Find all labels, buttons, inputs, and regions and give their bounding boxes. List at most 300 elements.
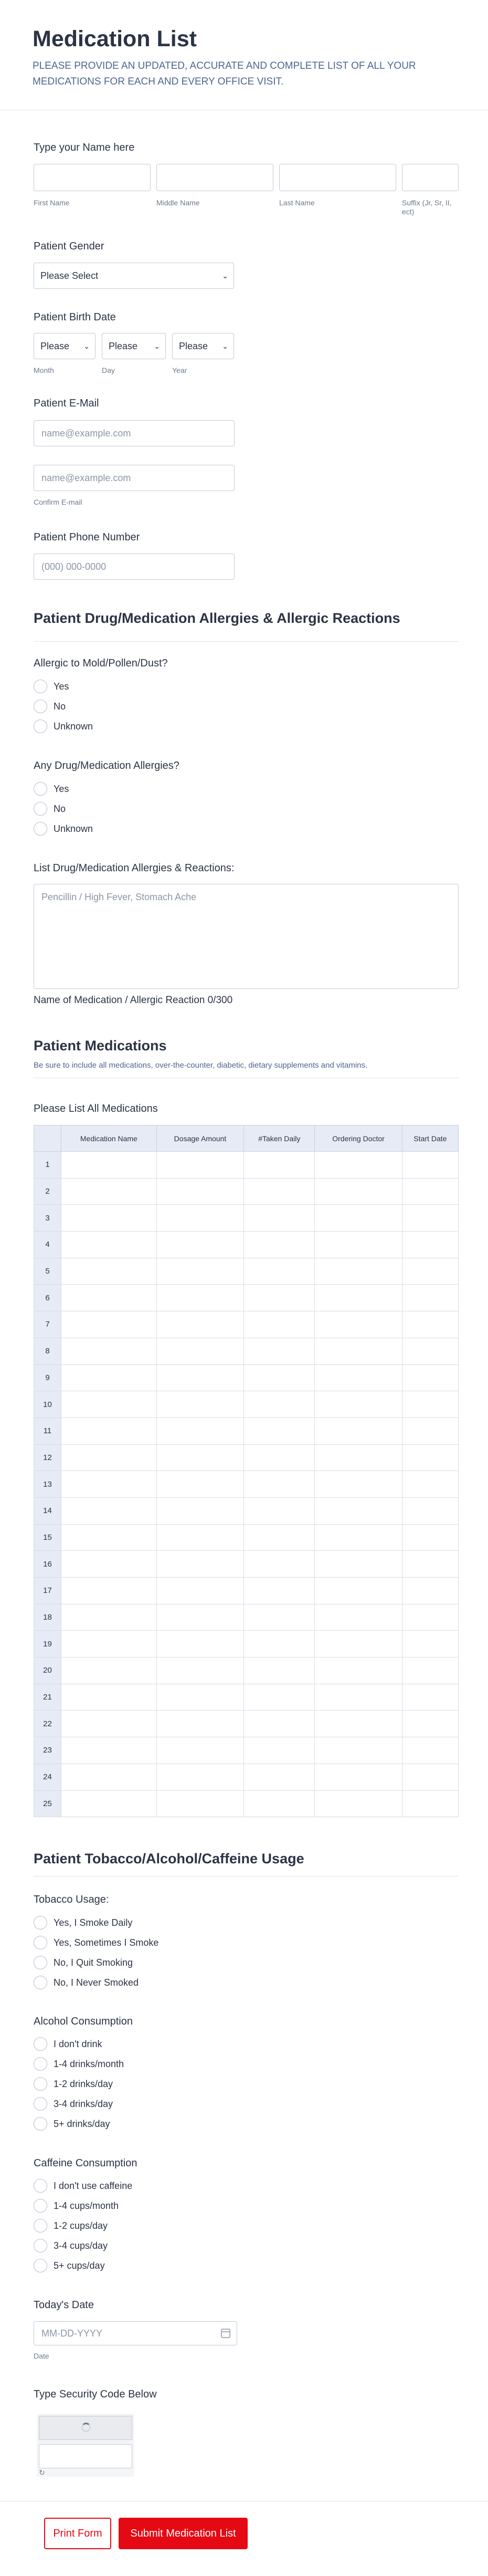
row-number: 22: [34, 1711, 61, 1737]
table-cell-input[interactable]: [61, 1205, 157, 1232]
table-row: [34, 1551, 459, 1578]
row-number: 9: [34, 1364, 61, 1391]
table-cell-input[interactable]: [402, 1497, 458, 1524]
row-number: 16: [34, 1551, 61, 1578]
chevron-down-icon: ⌄: [222, 272, 228, 280]
table-cell-input[interactable]: [244, 1391, 315, 1418]
table-cell-input[interactable]: [156, 1417, 244, 1444]
email-input[interactable]: name@example.com: [34, 420, 235, 446]
row-number: 3: [34, 1205, 61, 1232]
table-cell-input[interactable]: [156, 1285, 244, 1311]
todays-date-label: Today's Date: [34, 2299, 94, 2311]
row-number: 23: [34, 1737, 61, 1764]
table-cell-input[interactable]: [61, 1471, 157, 1498]
calendar-icon[interactable]: [221, 2329, 230, 2338]
medications-table: [34, 1125, 459, 1817]
radio-option[interactable]: [34, 2036, 102, 2052]
table-cell-input[interactable]: [61, 1364, 157, 1391]
table-cell-input[interactable]: [315, 1524, 402, 1551]
radio-option[interactable]: [34, 2198, 119, 2214]
radio-option[interactable]: [34, 698, 66, 714]
radio-option[interactable]: [34, 2056, 124, 2072]
table-cell-input[interactable]: [61, 1790, 157, 1817]
row-number: 4: [34, 1232, 61, 1258]
radio-label: Yes, I Smoke Daily: [54, 1917, 133, 1928]
radio-button[interactable]: [34, 802, 47, 816]
table-cell-input[interactable]: [61, 1152, 157, 1179]
table-cell-input[interactable]: [402, 1311, 458, 1338]
table-cell-input[interactable]: [244, 1497, 315, 1524]
table-cell-input[interactable]: [244, 1444, 315, 1471]
radio-label: Unknown: [54, 721, 93, 732]
medications-table-label: Please List All Medications: [34, 1103, 158, 1114]
row-number: 7: [34, 1311, 61, 1338]
chevron-down-icon: ⌄: [222, 342, 228, 350]
birth-day-value: Please: [109, 341, 138, 351]
table-cell-input[interactable]: [244, 1471, 315, 1498]
table-cell-input[interactable]: [156, 1684, 244, 1711]
table-header-row: [34, 1125, 459, 1152]
radio-button[interactable]: [34, 2057, 47, 2071]
row-number: 6: [34, 1285, 61, 1311]
table-cell-input[interactable]: [244, 1524, 315, 1551]
table-row: [34, 1391, 459, 1418]
row-number: 17: [34, 1578, 61, 1604]
radio-option[interactable]: [34, 1975, 139, 1990]
table-cell-input[interactable]: [156, 1391, 244, 1418]
date-placeholder: MM-DD-YYYY: [41, 2328, 102, 2339]
table-cell-input[interactable]: [61, 1551, 157, 1578]
row-number: 12: [34, 1444, 61, 1471]
table-cell-input[interactable]: [402, 1152, 458, 1179]
captcha-input[interactable]: [39, 2444, 132, 2468]
row-number: 13: [34, 1471, 61, 1498]
table-cell-input[interactable]: [156, 1444, 244, 1471]
form-header: [0, 0, 488, 110]
table-cell-input[interactable]: [156, 1152, 244, 1179]
captcha-image: [39, 2416, 132, 2440]
table-row: [34, 1311, 459, 1338]
birth-month-select[interactable]: [34, 333, 96, 359]
table-cell-input[interactable]: [61, 1258, 157, 1285]
allergies-heading: Patient Drug/Medication Allergies & Allergic Reactions: [34, 610, 400, 626]
radio-button[interactable]: [34, 2259, 47, 2272]
column-header: #Taken Daily: [244, 1125, 315, 1152]
column-header: Medication Name: [61, 1125, 157, 1152]
table-row: [34, 1684, 459, 1711]
first-name-sublabel: First Name: [34, 199, 70, 207]
radio-button[interactable]: [34, 822, 47, 836]
table-cell-input[interactable]: [315, 1497, 402, 1524]
first-name-input[interactable]: [34, 164, 151, 191]
radio-option[interactable]: [34, 679, 69, 694]
table-cell-input[interactable]: [156, 1497, 244, 1524]
radio-button[interactable]: [34, 1976, 47, 1989]
page-title: Medication List: [33, 26, 197, 51]
table-cell-input[interactable]: [156, 1232, 244, 1258]
table-cell-input[interactable]: [156, 1604, 244, 1631]
table-cell-input[interactable]: [402, 1764, 458, 1790]
radio-button[interactable]: [34, 782, 47, 796]
calendar-icon-bar: [222, 2331, 229, 2332]
table-cell-input[interactable]: [156, 1258, 244, 1285]
radio-button[interactable]: [34, 1956, 47, 1969]
captcha-box: [37, 2414, 134, 2477]
suffix-input[interactable]: [402, 164, 459, 191]
gender-select[interactable]: [34, 263, 234, 289]
radio-label: Yes, Sometimes I Smoke: [54, 1937, 159, 1948]
usage-heading: Patient Tobacco/Alcohol/Caffeine Usage: [34, 1851, 304, 1866]
table-cell-input[interactable]: [61, 1497, 157, 1524]
table-cell-input[interactable]: [402, 1604, 458, 1631]
radio-option[interactable]: [34, 781, 69, 797]
table-cell-input[interactable]: [402, 1790, 458, 1817]
table-cell-input[interactable]: [244, 1205, 315, 1232]
table-cell-input[interactable]: [244, 1232, 315, 1258]
row-number: 25: [34, 1790, 61, 1817]
last-name-input[interactable]: [279, 164, 396, 191]
table-cell-input[interactable]: [156, 1578, 244, 1604]
radio-option[interactable]: [34, 801, 66, 817]
table-cell-input[interactable]: [315, 1631, 402, 1657]
radio-label: 1-2 cups/day: [54, 2220, 108, 2231]
table-cell-input[interactable]: [315, 1471, 402, 1498]
todays-date-input[interactable]: [34, 2321, 237, 2345]
table-cell-input[interactable]: [244, 1152, 315, 1179]
row-number: 24: [34, 1764, 61, 1790]
table-cell-input[interactable]: [402, 1711, 458, 1737]
radio-button[interactable]: [34, 2219, 47, 2233]
table-row: [34, 1285, 459, 1311]
row-number: 5: [34, 1258, 61, 1285]
radio-button[interactable]: [34, 1936, 47, 1949]
table-cell-input[interactable]: [61, 1444, 157, 1471]
radio-label: No, I Quit Smoking: [54, 1957, 133, 1968]
table-cell-input[interactable]: [61, 1764, 157, 1790]
chevron-down-icon: ⌄: [83, 342, 90, 350]
allergy-list-placeholder: Pencillin / High Fever, Stomach Ache: [41, 892, 197, 902]
table-cell-input[interactable]: [402, 1391, 458, 1418]
table-row: [34, 1471, 459, 1498]
table-cell-input[interactable]: [315, 1711, 402, 1737]
table-cell-input[interactable]: [244, 1790, 315, 1817]
table-cell-input[interactable]: [315, 1178, 402, 1205]
radio-button[interactable]: [34, 680, 47, 693]
table-cell-input[interactable]: [315, 1684, 402, 1711]
birth-day-select[interactable]: [102, 333, 166, 359]
table-cell-input[interactable]: [315, 1790, 402, 1817]
radio-label: Yes: [54, 681, 69, 692]
table-cell-input[interactable]: [61, 1417, 157, 1444]
radio-label: 1-2 drinks/day: [54, 2078, 113, 2089]
table-cell-input[interactable]: [156, 1338, 244, 1364]
radio-button[interactable]: [34, 2037, 47, 2051]
table-cell-input[interactable]: [315, 1258, 402, 1285]
table-cell-input[interactable]: [402, 1178, 458, 1205]
radio-option[interactable]: [34, 2096, 113, 2112]
chevron-down-icon: ⌄: [154, 342, 160, 350]
name-label: Type your Name here: [34, 142, 135, 153]
allergy-list-textarea[interactable]: [34, 884, 459, 989]
table-row: [34, 1604, 459, 1631]
page-subtitle: PLEASE PROVIDE AN UPDATED, ACCURATE AND COMPLETE LIST OF ALL YOUR MEDICATIONS FOR EACH AND EVERY OFFICE VISIT.: [33, 60, 416, 87]
table-cell-input[interactable]: [315, 1285, 402, 1311]
table-cell-input[interactable]: [315, 1152, 402, 1179]
date-sublabel: Date: [34, 2352, 49, 2360]
phone-input[interactable]: (000) 000-0000: [34, 554, 235, 580]
radio-button[interactable]: [34, 2239, 47, 2252]
radio-button[interactable]: [34, 2117, 47, 2131]
table-cell-input[interactable]: [402, 1232, 458, 1258]
table-cell-input[interactable]: [156, 1524, 244, 1551]
table-cell-input[interactable]: [156, 1178, 244, 1205]
caffeine-label: Caffeine Consumption: [34, 2157, 137, 2169]
radio-label: No: [54, 803, 66, 814]
table-row: [34, 1711, 459, 1737]
table-cell-input[interactable]: [402, 1657, 458, 1684]
table-cell-input[interactable]: [244, 1417, 315, 1444]
radio-option[interactable]: [34, 1935, 158, 1951]
table-cell-input[interactable]: [315, 1551, 402, 1578]
table-cell-input[interactable]: [315, 1604, 402, 1631]
table-cell-input[interactable]: [61, 1578, 157, 1604]
radio-label: 1-4 cups/month: [54, 2200, 119, 2211]
table-cell-input[interactable]: [244, 1657, 315, 1684]
table-cell-input[interactable]: [156, 1631, 244, 1657]
row-number: 18: [34, 1604, 61, 1631]
table-cell-input[interactable]: [156, 1764, 244, 1790]
middle-name-sublabel: Middle Name: [156, 199, 200, 207]
table-cell-input[interactable]: [402, 1684, 458, 1711]
row-number: 20: [34, 1657, 61, 1684]
table-cell-input[interactable]: [402, 1285, 458, 1311]
radio-label: 5+ drinks/day: [54, 2118, 110, 2129]
table-cell-input[interactable]: [315, 1391, 402, 1418]
radio-label: 3-4 drinks/day: [54, 2098, 113, 2109]
table-cell-input[interactable]: [402, 1444, 458, 1471]
table-cell-input[interactable]: [61, 1684, 157, 1711]
table-cell-input[interactable]: [156, 1790, 244, 1817]
radio-option[interactable]: [34, 718, 93, 734]
table-cell-input[interactable]: [244, 1338, 315, 1364]
radio-button[interactable]: [34, 2077, 47, 2091]
table-cell-input[interactable]: [402, 1737, 458, 1764]
table-cell-input[interactable]: [402, 1258, 458, 1285]
table-cell-input[interactable]: [315, 1737, 402, 1764]
radio-button[interactable]: [34, 700, 47, 713]
table-row: [34, 1338, 459, 1364]
print-form-button[interactable]: Print Form: [44, 2518, 111, 2549]
radio-button[interactable]: [34, 719, 47, 733]
table-cell-input[interactable]: [402, 1631, 458, 1657]
radio-option[interactable]: [34, 2258, 105, 2273]
table-cell-input[interactable]: [61, 1311, 157, 1338]
table-cell-input[interactable]: [315, 1205, 402, 1232]
radio-button[interactable]: [34, 2179, 47, 2193]
birth-day-sublabel: Day: [102, 366, 115, 374]
table-cell-input[interactable]: [244, 1737, 315, 1764]
medications-table-body: [34, 1152, 459, 1817]
birth-month-value: Please: [40, 341, 70, 351]
birth-year-value: Please: [179, 341, 208, 351]
row-number: 19: [34, 1631, 61, 1657]
table-row: [34, 1417, 459, 1444]
table-row: [34, 1232, 459, 1258]
table-cell-input[interactable]: [156, 1737, 244, 1764]
confirm-email-sublabel: Confirm E-mail: [34, 498, 82, 506]
table-cell-input[interactable]: [244, 1178, 315, 1205]
table-row: [34, 1657, 459, 1684]
medications-note: Be sure to include all medications, over-the-counter, diabetic, dietary supplements and vitamins.: [34, 1061, 368, 1070]
table-cell-input[interactable]: [402, 1205, 458, 1232]
table-cell-input[interactable]: [315, 1311, 402, 1338]
row-number: 21: [34, 1684, 61, 1711]
table-cell-input[interactable]: [156, 1205, 244, 1232]
table-cell-input[interactable]: [61, 1232, 157, 1258]
row-number: 10: [34, 1391, 61, 1418]
radio-option[interactable]: [34, 2076, 113, 2092]
table-row: [34, 1764, 459, 1790]
table-cell-input[interactable]: [61, 1178, 157, 1205]
row-number: 14: [34, 1497, 61, 1524]
table-cell-input[interactable]: [244, 1604, 315, 1631]
table-cell-input[interactable]: [244, 1578, 315, 1604]
spinner-icon: [81, 2423, 91, 2432]
radio-option[interactable]: [34, 1955, 133, 1970]
column-header: Dosage Amount: [156, 1125, 244, 1152]
table-cell-input[interactable]: [315, 1417, 402, 1444]
phone-label: Patient Phone Number: [34, 531, 140, 543]
table-cell-input[interactable]: [315, 1232, 402, 1258]
table-cell-input[interactable]: [61, 1737, 157, 1764]
table-cell-input[interactable]: [402, 1417, 458, 1444]
table-cell-input[interactable]: [402, 1578, 458, 1604]
character-counter: Name of Medication / Allergic Reaction 0/300: [34, 995, 233, 1006]
table-cell-input[interactable]: [402, 1551, 458, 1578]
table-cell-input[interactable]: [61, 1524, 157, 1551]
table-cell-input[interactable]: [244, 1364, 315, 1391]
middle-name-input[interactable]: [156, 164, 273, 191]
radio-option[interactable]: [34, 1915, 132, 1931]
table-cell-input[interactable]: [61, 1604, 157, 1631]
radio-option[interactable]: [34, 2218, 108, 2234]
table-row: [34, 1737, 459, 1764]
radio-option[interactable]: [34, 2238, 108, 2254]
radio-option[interactable]: [34, 821, 93, 837]
column-header: Start Date: [402, 1125, 458, 1152]
table-cell-input[interactable]: [244, 1285, 315, 1311]
birth-year-select[interactable]: [172, 333, 234, 359]
birth-date-label: Patient Birth Date: [34, 311, 116, 323]
radio-label: 5+ cups/day: [54, 2260, 105, 2271]
corner-cell: [34, 1125, 61, 1152]
radio-button[interactable]: [34, 1916, 47, 1930]
row-number: 8: [34, 1338, 61, 1364]
radio-button[interactable]: [34, 2199, 47, 2213]
radio-label: I don't drink: [54, 2038, 102, 2049]
table-cell-input[interactable]: [156, 1364, 244, 1391]
allergy-list-label: List Drug/Medication Allergies & Reactions:: [34, 862, 235, 874]
table-cell-input[interactable]: [402, 1471, 458, 1498]
table-row: [34, 1152, 459, 1179]
table-cell-input[interactable]: [315, 1364, 402, 1391]
table-cell-input[interactable]: [61, 1711, 157, 1737]
suffix-sublabel: Suffix (Jr, Sr, II, ect): [402, 199, 452, 216]
section-divider: [34, 641, 459, 642]
radio-label: Yes: [54, 783, 69, 794]
table-cell-input[interactable]: [244, 1711, 315, 1737]
table-cell-input[interactable]: [156, 1471, 244, 1498]
table-row: [34, 1205, 459, 1232]
table-cell-input[interactable]: [402, 1364, 458, 1391]
table-cell-input[interactable]: [315, 1444, 402, 1471]
table-cell-input[interactable]: [402, 1524, 458, 1551]
radio-label: No, I Never Smoked: [54, 1977, 139, 1988]
table-cell-input[interactable]: [244, 1258, 315, 1285]
table-cell-input[interactable]: [61, 1391, 157, 1418]
table-row: [34, 1790, 459, 1817]
table-row: [34, 1497, 459, 1524]
radio-button[interactable]: [34, 2097, 47, 2111]
table-row: [34, 1631, 459, 1657]
table-cell-input[interactable]: [61, 1285, 157, 1311]
table-cell-input[interactable]: [61, 1631, 157, 1657]
radio-option[interactable]: [34, 2116, 110, 2132]
table-cell-input[interactable]: [156, 1551, 244, 1578]
table-cell-input[interactable]: [244, 1764, 315, 1790]
table-cell-input[interactable]: [402, 1338, 458, 1364]
refresh-icon[interactable]: ↻: [39, 2468, 45, 2477]
birth-month-sublabel: Month: [34, 366, 54, 374]
row-number: 15: [34, 1524, 61, 1551]
table-cell-input[interactable]: [61, 1338, 157, 1364]
radio-label: I don't use caffeine: [54, 2180, 133, 2191]
gender-select-value: Please Select: [40, 270, 99, 281]
radio-label: 3-4 cups/day: [54, 2240, 108, 2251]
mold-allergy-label: Allergic to Mold/Pollen/Dust?: [34, 658, 168, 669]
table-row: [34, 1364, 459, 1391]
table-cell-input[interactable]: [156, 1657, 244, 1684]
table-cell-input[interactable]: [61, 1657, 157, 1684]
table-cell-input[interactable]: [244, 1631, 315, 1657]
table-cell-input[interactable]: [315, 1657, 402, 1684]
radio-option[interactable]: [34, 2178, 132, 2194]
table-cell-input[interactable]: [244, 1684, 315, 1711]
row-number: 1: [34, 1152, 61, 1179]
table-cell-input[interactable]: [315, 1764, 402, 1790]
table-cell-input[interactable]: [156, 1711, 244, 1737]
birth-year-sublabel: Year: [172, 366, 187, 374]
radio-label: No: [54, 701, 66, 712]
gender-label: Patient Gender: [34, 241, 104, 252]
drug-allergy-label: Any Drug/Medication Allergies?: [34, 760, 179, 771]
table-cell-input[interactable]: [156, 1311, 244, 1338]
submit-button[interactable]: Submit Medication List: [119, 2518, 248, 2549]
captcha-label: Type Security Code Below: [34, 2389, 157, 2400]
confirm-email-input[interactable]: name@example.com: [34, 465, 235, 491]
radio-label: 1-4 drinks/month: [54, 2058, 124, 2069]
email-label: Patient E-Mail: [34, 398, 99, 409]
table-row: [34, 1258, 459, 1285]
table-cell-input[interactable]: [244, 1311, 315, 1338]
table-row: [34, 1178, 459, 1205]
table-cell-input[interactable]: [315, 1578, 402, 1604]
table-cell-input[interactable]: [315, 1338, 402, 1364]
last-name-sublabel: Last Name: [279, 199, 315, 207]
table-cell-input[interactable]: [244, 1551, 315, 1578]
table-row: [34, 1524, 459, 1551]
row-number: 2: [34, 1178, 61, 1205]
